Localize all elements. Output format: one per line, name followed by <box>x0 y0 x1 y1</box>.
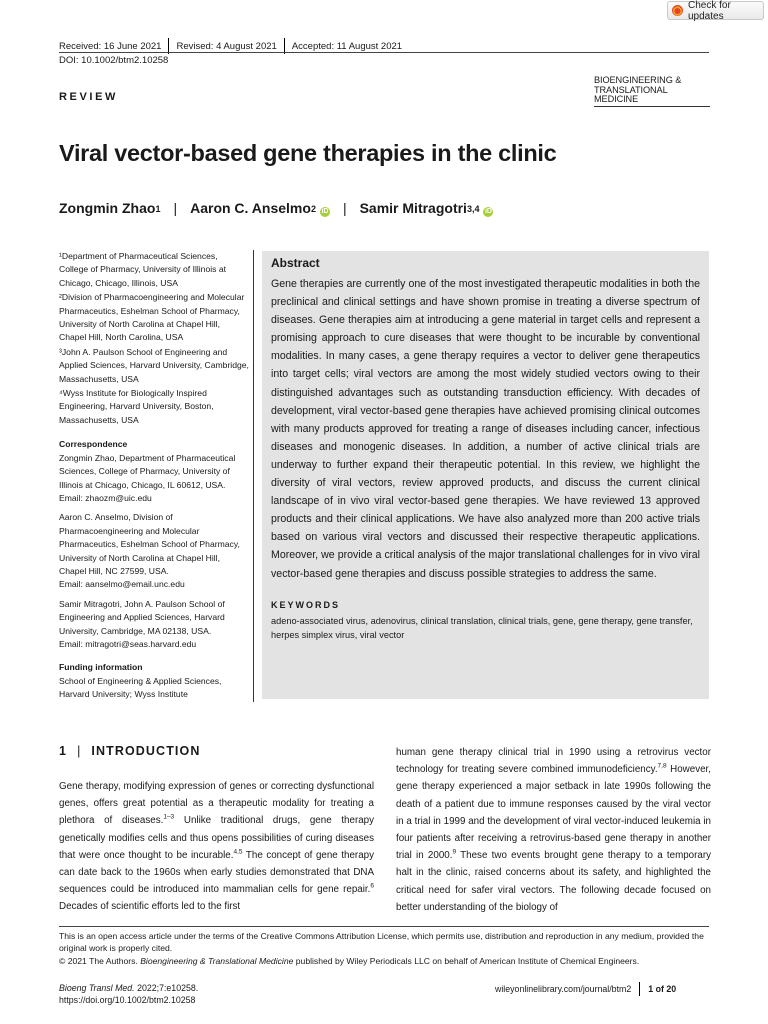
correspondence-text: Zongmin Zhao, Department of Pharmaceutical Sciences, College of Pharmacy, University of Illinois at Chicago, Chicago, IL 60612, USA. <box>59 452 236 490</box>
citation-ref[interactable]: 1–3 <box>163 814 175 822</box>
citation-line <box>59 982 198 994</box>
abstract-box <box>262 251 709 699</box>
citation-volume: 2022;7:e10258. <box>134 983 199 993</box>
correspondence-text: Aaron C. Anselmo, Division of Pharmacoengineering and Molecular Pharmaceutics, Eshelman School of Pharmacy, University of North Carolina at Chapel Hill, Chapel Hill, NC 27599, USA. <box>59 512 240 576</box>
author-name[interactable]: Aaron C. Anselmo <box>190 200 311 216</box>
section-heading <box>59 744 200 758</box>
section-separator: | <box>77 744 82 758</box>
article-title: Viral vector-based gene therapies in the clinic <box>59 140 557 166</box>
license-notice <box>59 930 709 967</box>
body-text: Unlike traditional drugs, gene therapy genetically modifies cells and thus opens possibilities of curing diseases that were once thought to be incurable. <box>59 815 374 861</box>
spacer <box>59 651 249 661</box>
doi[interactable]: DOI: 10.1002/btm2.10258 <box>59 55 169 66</box>
author-affiliation-sup: 1 <box>155 204 161 214</box>
orcid-icon[interactable]: iD <box>321 208 329 215</box>
citation-ref[interactable]: 4,5 <box>233 848 243 856</box>
footer-rule <box>59 926 709 927</box>
author-separator: | <box>173 200 178 216</box>
footer-divider <box>639 982 640 996</box>
check-for-updates-button[interactable] <box>667 1 764 20</box>
affiliation: ³John A. Paulson School of Engineering and Applied Sciences, Harvard University, Cambridge, Massachusetts, USA <box>59 346 249 384</box>
abstract-text: Gene therapies are currently one of the most investigated therapeutic modalities in both the preclinical and clinical settings and have shown promise in treating a diverse spectrum of diseases. Gene therapies aim at introducing a gene material in target cells and represent a promising approach to cure diseases that were thought to be incurable by conventional modalities. In many cases, a gene therapy requires a vector to deliver gene therapeutics into target cells; viral vectors are among the most widely studied vectors owing to their distinguished advantages such as outstanding transduction efficiency. With decades of development, viral vector-based gene therapies have achieved promising clinical outcomes with many products approved for treating a range of diseases including cancer, infectious diseases and monogenic diseases. In addition, a number of active clinical trials are underway to further expand their therapeutic potential. In this review, we highlight the diversity of viral vectors, review approved products, and discuss the current clinical landscape of in vivo viral vector-based gene therapies. We have reviewed 13 approved products and their clinical applications. We have also analyzed more than 200 active trials based on various viral vectors and discussed their respective therapeutic applications. Moreover, we provide a critical analysis of the major translational challenges for in vivo viral vector-based gene therapies and discuss possible strategies to address the same. <box>271 278 700 580</box>
body-column-right <box>396 744 711 916</box>
sidebar-rule <box>253 250 254 702</box>
keywords-text: adeno-associated virus, adenovirus, clinical translation, clinical trials, gene, gene therapy, gene transfer, herpes simplex virus, viral vector <box>271 615 693 640</box>
copyright-text <box>59 955 709 967</box>
citation-ref[interactable]: 7,8 <box>657 762 667 770</box>
citation-ref[interactable]: 9 <box>452 848 457 856</box>
citation-ref[interactable]: 6 <box>370 882 374 890</box>
keywords-heading: KEYWORDS <box>271 599 341 610</box>
funding-text: School of Engineering & Applied Sciences, Harvard University; Wyss Institute <box>59 675 222 700</box>
correspondence-email[interactable]: Email: zhaozm@uic.edu <box>59 492 152 503</box>
section-number: 1 <box>59 744 68 758</box>
author-affiliation-sup: 3,4 <box>466 204 480 214</box>
header-rule <box>59 52 709 53</box>
section-label: REVIEW <box>59 91 118 103</box>
correspondence-heading: Correspondence <box>59 439 128 450</box>
funding-heading: Funding information <box>59 662 143 673</box>
citation-doi-link[interactable]: https://doi.org/10.1002/btm2.10258 <box>59 995 196 1005</box>
author-separator: | <box>342 200 347 216</box>
license-text: This is an open access article under the terms of the Creative Commons Attribution License, which permits use, distribution and reproduction in any medium, provided the original work is properly cited. <box>59 931 704 954</box>
author-list <box>59 200 493 217</box>
body-text: However, gene therapy experienced a major setback in late 1990s following the death of a patient due to immune responses caused by the viral vector in a trial in 1999 and the development of viral vector-induced leukemia in four patients after receiving a retrovirus-based gene therapy in another trial in 2000. <box>396 764 711 862</box>
affiliation: ⁴Wyss Institute for Biologically Inspired Engineering, Harvard University, Boston, Massachusetts, USA <box>59 388 214 425</box>
affiliation: ¹Department of Pharmaceutical Sciences, College of Pharmacy, University of Illinois at Chicago, Chicago, Illinois, USA <box>59 251 227 288</box>
body-text: human gene therapy clinical trial in 1990 using a retrovirus vector technology for treating severe combined immunodeficiency. <box>396 747 711 776</box>
copyright-prefix: © 2021 The Authors. <box>59 955 141 966</box>
affiliation: ²Division of Pharmacoengineering and Molecular Pharmaceutics, Eshelman School of Pharmacy, University of North Carolina at Chapel Hill, Chapel Hill, North Carolina, USA <box>59 292 245 343</box>
body-text: Decades of scientific efforts led to the first <box>59 901 241 913</box>
journal-logo-line1: BIOENGINEERING & <box>594 75 682 85</box>
author-name[interactable]: Samir Mitragotri <box>359 200 467 216</box>
body-text: These two events brought gene therapy to a temporary halt in the clinic, raised concerns about its safety, and highlighted the critical need for safer viral vectors. The following decade focused on better understanding of the biology of <box>396 850 711 913</box>
author-name[interactable]: Zongmin Zhao <box>59 200 156 216</box>
body-text: Gene therapy, modifying expression of genes or correcting dysfunctional genes, offers great potential as a therapeutic modality for treating a plethora of diseases. <box>59 781 374 827</box>
page-footer-right <box>495 982 676 996</box>
copyright-journal: Bioengineering & Translational Medicine <box>140 955 294 966</box>
orcid-icon[interactable]: iD <box>484 208 492 215</box>
citation-journal: Bioeng Transl Med. <box>59 983 135 993</box>
check-for-updates-label: Check for updates <box>688 0 731 22</box>
page-number: 1 of 20 <box>648 984 677 994</box>
revised-date: Revised: 4 August 2021 <box>176 40 277 52</box>
spacer <box>59 428 249 438</box>
received-date: Received: 16 June 2021 <box>59 40 162 52</box>
sidebar <box>59 250 249 702</box>
correspondence-text: Samir Mitragotri, John A. Paulson School of Engineering and Applied Sciences, Harvard University, Cambridge, MA 02138, USA. <box>59 598 225 636</box>
correspondence-email[interactable]: Email: aanselmo@email.unc.edu <box>59 579 185 590</box>
body-paragraph <box>396 744 711 916</box>
abstract-heading: Abstract <box>271 256 320 270</box>
crossmark-icon <box>672 5 683 16</box>
correspondence-email[interactable]: Email: mitragotri@seas.harvard.edu <box>59 638 197 649</box>
citation-block <box>59 982 198 1006</box>
body-paragraph <box>59 778 374 916</box>
copyright-suffix: published by Wiley Periodicals LLC on behalf of American Institute of Chemical Engineers. <box>293 955 640 966</box>
journal-logo-line2: TRANSLATIONAL MEDICINE <box>594 84 668 104</box>
author-affiliation-sup: 2 <box>310 204 316 214</box>
journal-site-link[interactable]: wileyonlinelibrary.com/journal/btm2 <box>495 984 632 994</box>
section-title: INTRODUCTION <box>91 744 201 758</box>
journal-logo <box>594 76 710 107</box>
body-text: The concept of gene therapy can date back to the 1960s when early studies demonstrated that DNA sequences could be introduced into mammalian cells for gene repair. <box>59 849 374 896</box>
accepted-date: Accepted: 11 August 2021 <box>291 40 403 52</box>
body-column-left <box>59 778 374 916</box>
